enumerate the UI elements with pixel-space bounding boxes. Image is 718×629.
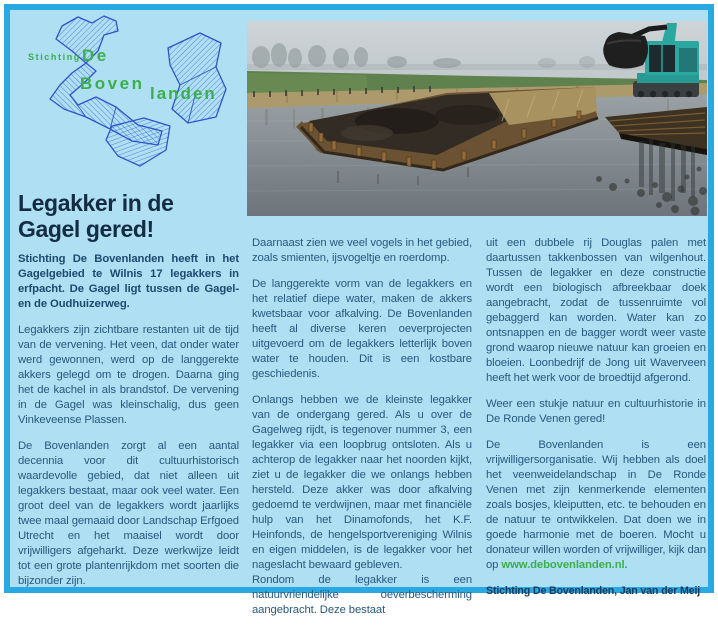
column-3: [486, 236, 706, 599]
logo-text-stichting: Stichting: [28, 52, 81, 62]
paragraph: uit een dubbele rij Douglas palen met daartussen takkenbossen van wilgenhout. Tussen de legakker en deze constructie wordt een biologisch afbreekbaar doek aangebracht, zodat de tussenruimte vol gebaggerd kan worden. Water kan zo ontsnappen en de bagger wordt weer vaste grond waarop nieuwe natuur kan groeien en bloeien. Loonbedrijf de Jong uit Waverveen heeft het werk voor de broedtijd afgerond.: [486, 237, 706, 384]
column-1: [18, 12, 239, 600]
paragraph: Daarnaast zien we veel vogels in het gebied, zoals smienten, ijsvogeltje en roerdomp.: [252, 237, 472, 264]
org-logo: [20, 12, 232, 178]
intro-paragraph: Stichting De Bovenlanden heeft in het Gagelgebied te Wilnis 17 legakkers in erfpacht. De Gagel ligt tussen de Gagel- en de Oudhuizerweg.: [18, 253, 239, 310]
website-link[interactable]: www.debovenlanden.nl.: [501, 559, 628, 571]
legakker-restoration-photo: [247, 21, 707, 216]
logo-text-boven: Boven: [80, 74, 145, 93]
article-title: Legakker in de Gagel gered!: [18, 190, 174, 242]
paragraph: Legakkers zijn zichtbare restanten uit de tijd van de vervening. Het veen, dat onder water werd gewonnen, werd op de langgerekte akkers gelegd om te drogen. Daarna ging het de kachel in als brandstof. De vervening in de Gagel was kleinschalig, dus geen Vinkeveense Plassen.: [18, 324, 239, 426]
paragraph: Weer een stukje natuur en cultuurhistorie in De Ronde Venen gered!: [486, 398, 706, 425]
paragraph-text: De Bovenlanden is een vrijwilligersorganisatie. Wij hebben als doel het veenweidelandschap in De Ronde Venen met zijn kenmerkende elementen zoals bosjes, kleiputten, etc. te behouden en de natuur te ontwikkelen. Dat doen we in goede harmonie met de boeren. Mocht u donateur willen worden of vrijwilliger, kijk dan op: [486, 439, 706, 571]
paragraph: De Bovenlanden zorgt al een aantal decennia voor dit cultuurhistorisch waardevolle gebied, dat niet alleen uit legakkers bestaat, maar ook veel water. Een groot deel van de legakkers wordt jaarlijks twee maal gemaaid door Landschap Erfgoed Utrecht en het maaisel wordt door vrijwilligers afgeharkt. Deze werkwijze leidt tot een grote plantenrijkdom met soorten die bijzonder zijn.: [18, 440, 239, 587]
paragraph: Onlangs hebben we de kleinste legakker van de ondergang gered. Als u over de Gagelweg rijdt, is tegenover nummer 3, een legakker via een loopbrug ontsloten. Als u achterop de legakker naar het noorden kijkt, ziet u de legakker die we onlangs hebben hersteld. Deze akker was door afkalving gedoemd te verdwijnen, maar met financiële hulp van het Dinamofonds, het K.F. Heinfonds, de hengelsportvereniging Wilnis en eigen middelen, is de legakker voor het nageslacht bewaard gebleven.: [252, 394, 472, 571]
logo-text-landen: landen: [150, 84, 217, 103]
paragraph: [486, 438, 706, 573]
paragraph: De langgerekte vorm van de legakkers en het relatief diepe water, maken de akkers kwetsbaar voor afkalving. De Bovenlanden heeft al diverse keren oeverprojecten uitgevoerd om de legakkers letterlijk boven water te houden. Dit is een kostbare geschiedenis.: [252, 278, 472, 380]
logo-text-de: De: [82, 46, 109, 65]
column-2: [252, 236, 472, 629]
paragraph: Rondom de legakker is een natuurvriendelijke oeverbescherming aangebracht. Deze bestaat: [252, 574, 472, 616]
signature: Stichting De Bovenlanden, Jan van der Meij: [486, 585, 701, 597]
